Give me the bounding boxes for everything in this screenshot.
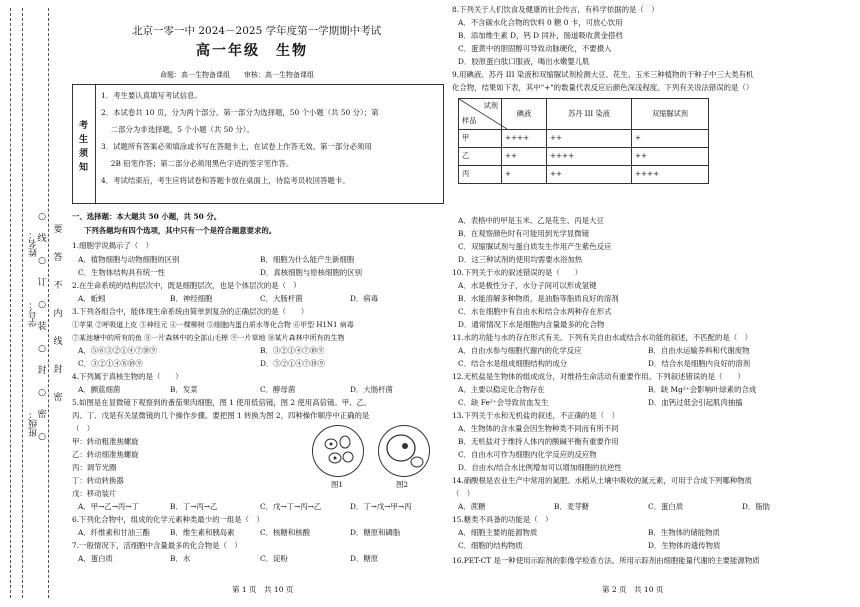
student-id-label: 学号： (29, 300, 39, 327)
step: 丁：转动转换器 (72, 476, 124, 485)
option: C．蛋黄中的胆固醇可导致动脉硬化，不要摄入 (458, 44, 612, 53)
option: C．生物体结构具有统一性 (78, 268, 165, 277)
seal-char: ○ (38, 432, 46, 442)
option: B．丁→丙→乙 (170, 502, 218, 511)
option: B．添加维生素 D，钙 D 同补，肠道吸收黄金搭档 (458, 31, 623, 40)
option: A．植物细胞与动物细胞的区别 (78, 255, 180, 264)
question-9: 化合物，结果如下表，其中"+"的数量代表反应后颜色深浅程度。下列有关说法错误的是（） (452, 83, 754, 92)
option: A．蔗糖 (458, 502, 486, 511)
warn-char: 封 (53, 365, 63, 375)
question-1: 1.细胞学说揭示了（ ） (72, 241, 153, 250)
exam-title: 北京一零一中 2024－2025 学年度第一学期期中考试 (132, 25, 382, 37)
question-10: 10.下列关于水的叙述错误的是（ ） (452, 268, 583, 277)
seal-char: 密 (37, 410, 47, 420)
warn-char: 密 (53, 393, 63, 403)
class-label: 班级： (29, 410, 39, 437)
question-14: （ ） (452, 489, 475, 498)
option: B．水 (170, 554, 191, 563)
option: C．缺 Fe²⁺会导致贫血发生 (458, 398, 549, 407)
option: A．表格中的甲是玉米、乙是花生、丙是大豆 (458, 216, 604, 225)
option: A．甲→乙→丙→丁 (78, 502, 139, 511)
question-4: 4.下列属于真核生物的是（ ） (72, 372, 183, 381)
seal-char: ○ (38, 256, 46, 266)
question-8: 8.下列关于人们饮食及健康的社会传言，有科学依据的是（ ） (452, 5, 659, 14)
warn-char: 内 (53, 309, 63, 319)
table-column-header: 苏丹 III 染液 (547, 99, 632, 130)
notice-item: 4．考试结束后，考生应将试卷和答题卡放在桌面上，待监考员收回答题卡。 (101, 176, 350, 185)
seal-char: 线 (37, 234, 47, 244)
exam-author: 命题：高一生物备课组 审核：高一生物备课组 (160, 71, 314, 79)
option: D．糖原和磷脂 (350, 528, 401, 537)
question-14: 14.硝酸根是农业生产中常用的氮肥。水稻从土壤中吸收的氮元素，可用于合成下列哪种物质 (452, 476, 752, 485)
seal-char: ○ (38, 344, 46, 354)
step: 丙：调节光圈 (72, 463, 117, 472)
option: C．大肠杆菌 (260, 294, 303, 303)
reagent-table (458, 98, 709, 184)
option: D．丁→戊→甲→丙 (350, 502, 412, 511)
option: B．缺 Mg²⁺会影响叶绿素的合成 (648, 385, 757, 394)
option: A．颤蓝细菌 (78, 385, 121, 394)
option: B．维生素和胰岛素 (170, 528, 235, 537)
micrograph-high-power (378, 425, 430, 477)
question-12: 12.无机盐是生物体的组成成分，对维持生命活动有重要作用。下列叙述错误的是（ ） (452, 372, 745, 381)
option: C．③②①④⑧⑩⑨ (78, 359, 143, 368)
cell-drawing-icon (313, 426, 363, 476)
option: C．蛋白质 (648, 502, 684, 511)
seal-char: ○ (38, 388, 46, 398)
seal-char: 封 (37, 366, 47, 376)
option: A．自由水参与细胞代谢内的化学反应 (458, 346, 582, 355)
exam-subtitle: 高一年级 生物 (196, 43, 308, 59)
notice-item: 2B 铅笔作答；第二部分必须用黑色字迹的签字笔作答。 (101, 159, 294, 168)
section-instruction: 下列各题均有四个选项，其中只有一个是符合题意要求的。 (84, 226, 277, 235)
option: C．酵母菌 (260, 385, 296, 394)
table-head-reagent: 试剂 (483, 101, 498, 110)
cut-line-inner (22, 8, 23, 598)
option: B．③②①④⑦⑩⑨ (260, 346, 325, 355)
option: C．结合水是组成细胞结构的成分 (458, 359, 568, 368)
question-3-items: ①苹果 ②呼吸道上皮 ③神经元 ④一棵柳树 ⑤细胞内蛋白质水等化合物 ⑥甲型 H1N1 病毒 (72, 321, 354, 329)
cell-drawing-icon (379, 426, 429, 476)
option: A．纤维素和甘油三酯 (78, 528, 150, 537)
notice-item: 2．本试卷共 10 页，分为两个部分。第一部分为选择题，50 个小题（共 50 分）；第 (101, 108, 379, 117)
option: C．核糖和核酸 (260, 528, 310, 537)
question-2: 2.在生命系统的结构层次中，既是细胞层次，也是个体层次的是（ ） (72, 281, 301, 290)
option: D．这三种试剂的使用均需要水浴加热 (458, 255, 583, 264)
table-row: 丙 + ++ ++++ (459, 166, 709, 184)
option: D．病毒 (350, 294, 379, 303)
seal-line (48, 8, 49, 598)
option: B．细胞为什么能产生新细胞 (260, 255, 355, 264)
seal-char: 装 (37, 322, 47, 332)
binding-margin (0, 0, 63, 607)
table-row: 甲 ++++ ++ + (459, 130, 709, 148)
question-7: 7.一般情况下，活细胞中含量最多的化合物是（ ） (72, 541, 242, 550)
warn-char: 要 (53, 225, 63, 235)
option: B．生物体的储能物质 (648, 528, 720, 537)
option: B．神经细胞 (170, 294, 213, 303)
step: 乙：转动细准焦螺旋 (72, 450, 139, 459)
question-11: 11.水的功能与水的存在形式有关。下列有关自由水或结合水功能的叙述，不匹配的是（ ） (452, 333, 752, 342)
question-6: 6.下列化合物中，组成的化学元素种类最少的一组是（ ） (72, 515, 264, 524)
notice-label: 考 生 须 知 (73, 85, 96, 203)
option: D．通常情况下水是细胞内含量最多的化合物 (458, 320, 605, 329)
seal-char: ○ (38, 212, 46, 222)
notice-item: 3．试题所有答案必须填涂或书写在答题卡上，在试卷上作答无效。第一部分必须用 (101, 142, 372, 151)
question-5: 5.如图是在显微镜下观察到的番茄果肉细胞，图 1 使用低倍镜，图 2 使用高倍镜。甲、乙、 (72, 398, 372, 407)
question-13: 13.下列关于水和无机盐的叙述，不正确的是（ ） (452, 411, 619, 420)
option: B．水能溶解多种物质，是油脂等脂质良好的溶剂 (458, 294, 619, 303)
table-column-header: 碘液 (502, 99, 547, 130)
option: C．淀粉 (260, 554, 288, 563)
option: B．发菜 (170, 385, 198, 394)
question-9: 9.用碘液、苏丹 III 染液和双缩脲试剂检测大豆、花生、玉米三种植物的干种子中三大类有机 (452, 70, 754, 79)
seal-char: ○ (38, 300, 46, 310)
step: 甲：转动粗准焦螺旋 (72, 437, 139, 446)
question-3-items: ⑦某池塘中的所有的鱼 ⑧一片森林中的全部山毛榉 ⑨一片草地 ⑩某片森林中所有的生物 (72, 334, 345, 342)
notice-item: 二部分为非选择题，5 个小题（共 50 分）。 (101, 125, 254, 134)
option: C．戊→丁→丙→乙 (260, 502, 322, 511)
option: D．脂肪 (742, 502, 771, 511)
notice-box (72, 84, 444, 204)
option: A．不含碳水化合物的饮料 0 糖 0 卡，可放心饮用 (458, 18, 623, 27)
option: A．⑤⑥③②①④⑦⑩⑨ (78, 346, 158, 355)
notice-item: 1．考生要认真填写考试信息。 (101, 91, 202, 100)
warn-char: 答 (53, 253, 63, 263)
figure-2-caption: 图2 (396, 480, 409, 489)
figure-1-caption: 图1 (331, 480, 344, 489)
page-number: 第 2 页 共 10 页 (602, 585, 664, 594)
option: D．糖原 (350, 554, 379, 563)
option: B．自由水运输养料和代谢废物 (648, 346, 750, 355)
option: A．蛋白质 (78, 554, 113, 563)
option: A．蚯蚓 (78, 294, 106, 303)
question-5: 丙、丁、戊是有关显微镜的几个操作步骤。要把图 1 转换为图 2，四种操作顺序中正确的是 (72, 411, 370, 420)
option: C．细胞的结构物质 (458, 541, 523, 550)
option: B．无机盐对于维持人体内的酸碱平衡有重要作用 (458, 437, 619, 446)
option: D．⑤②①④⑦⑩⑨ (260, 359, 326, 368)
table-row: 乙 ++ ++++ ++ (459, 148, 709, 166)
warn-char: 不 (53, 281, 63, 291)
name-label: 姓名： (29, 230, 39, 257)
page-number: 第 1 页 共 10 页 (232, 585, 294, 594)
option: B．麦芽糖 (554, 502, 589, 511)
question-15: 15.糖类不具备的功能是（ ） (452, 515, 553, 524)
option: A．生物体的含水量会因生物种类不同而有所不同 (458, 424, 619, 433)
option: A．水是极性分子，水分子间可以形成氢键 (458, 281, 597, 290)
option: C．自由水可作为细胞内化学反应的反应物 (458, 450, 597, 459)
step: 戊：移动装片 (72, 489, 117, 498)
option: C．水在细胞中有自由水和结合水两种存在形式 (458, 307, 612, 316)
option: D．大肠杆菌 (350, 385, 393, 394)
table-head-sample: 样品 (462, 116, 477, 126)
option: B．在观察颜色时有可能用到光学显微镜 (458, 229, 590, 238)
option: D．自由水/结合水比例增加可以增加细胞的抗逆性 (458, 463, 622, 472)
question-3: 3.下列各组合中，能体现生命系统由简单到复杂的正确层次的是（ ） (72, 307, 309, 316)
cut-line-outer (10, 8, 11, 598)
option: A．细胞主要的能源物质 (458, 528, 538, 537)
option: D．结合水是细胞内良好的溶剂 (648, 359, 751, 368)
table-column-header: 双缩脲试剂 (632, 99, 709, 130)
seal-char: 订 (37, 278, 47, 288)
option: D．胶原蛋白肽口服液，喝出水嫩婴儿肌 (458, 57, 590, 66)
section-header: 一、选择题：本大题共 50 小题，共 50 分。 (72, 212, 222, 221)
table-corner-cell (459, 99, 502, 130)
option: D．血钙过低会引起肌肉抽搐 (648, 398, 743, 407)
option: D．生物体的遗传物质 (648, 541, 721, 550)
question-5: （ ） (72, 424, 95, 433)
warn-char: 线 (53, 337, 63, 347)
option: A．主要以稳定化合物存在 (458, 385, 545, 394)
option: D．真核细胞与原核细胞的区别 (260, 268, 363, 277)
micrograph-low-power (312, 425, 364, 477)
option: C．双缩脲试剂与蛋白质发生作用产生紫色反应 (458, 242, 612, 251)
question-16: 16.PET-CT 是一种使用示踪剂的影像学检查方法。所用示踪剂由细胞能量代谢的主要能源物质 (452, 556, 760, 565)
